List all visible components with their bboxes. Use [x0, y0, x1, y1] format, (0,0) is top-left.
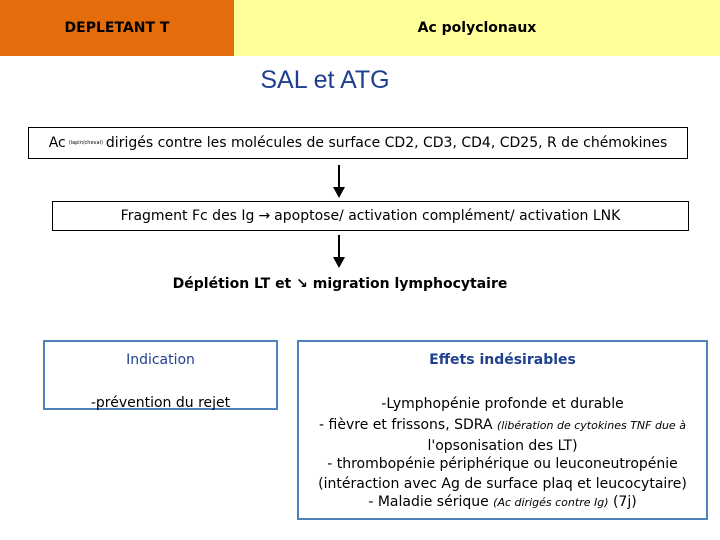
down-arrow-2 — [331, 235, 347, 269]
down-right-arrow-icon: ↘ — [296, 276, 308, 292]
box2-part1: Fragment Fc des Ig — [120, 208, 255, 224]
line3-part1: Déplétion LT et — [172, 276, 292, 292]
effet-maladie-tail: (7j) — [612, 494, 637, 510]
box2-part2: apoptose/ activation complément/ activation LNK — [274, 208, 621, 224]
effet-maladie-note: (Ac dirigés contre Ig) — [493, 496, 609, 509]
effet-maladie-serique — [299, 494, 706, 510]
right-arrow-icon: → — [258, 208, 271, 224]
depletion-line — [0, 276, 680, 292]
effets-title: Effets indésirables — [429, 352, 576, 368]
effet-thrombopenie: - thrombopénie périphérique ou leuconeutropénie — [327, 456, 678, 472]
box1-text: dirigés contre les molécules de surface CD2, CD3, CD4, CD25, R de chémokines — [105, 135, 668, 151]
header-ac-polyclonaux — [234, 0, 720, 56]
effet-interaction-note: (intéraction avec Ag de surface plaq et leucocytaire) — [318, 476, 687, 492]
header-left-label: DEPLETANT T — [64, 20, 170, 36]
effet-lymphopenie: -Lymphopénie profonde et durable — [381, 396, 624, 412]
effet-fievre-note: (libération de cytokines TNF due à — [496, 419, 686, 432]
effet-opsonisation-note: l'opsonisation des LT) — [427, 438, 578, 454]
line3-part2: migration lymphocytaire — [312, 276, 508, 292]
down-arrow-1 — [331, 165, 347, 199]
mechanism-box-targets — [28, 127, 688, 159]
mechanism-box-fc — [52, 201, 689, 231]
effet-fievre-main: - fièvre et frissons, SDRA — [319, 417, 493, 433]
header-depletant-t — [0, 0, 234, 56]
box1-tiny-note: (lapin/cheval) — [68, 140, 103, 146]
indication-title: Indication — [126, 352, 195, 368]
effets-panel — [297, 340, 708, 520]
effet-maladie-main: - Maladie sérique — [368, 494, 489, 510]
indication-body: -prévention du rejet — [90, 395, 231, 411]
page-title: SAL et ATG — [260, 66, 390, 94]
box1-prefix: Ac — [48, 135, 66, 151]
effet-fievre — [299, 417, 706, 433]
indication-panel — [43, 340, 278, 410]
header-right-label: Ac polyclonaux — [417, 20, 537, 36]
